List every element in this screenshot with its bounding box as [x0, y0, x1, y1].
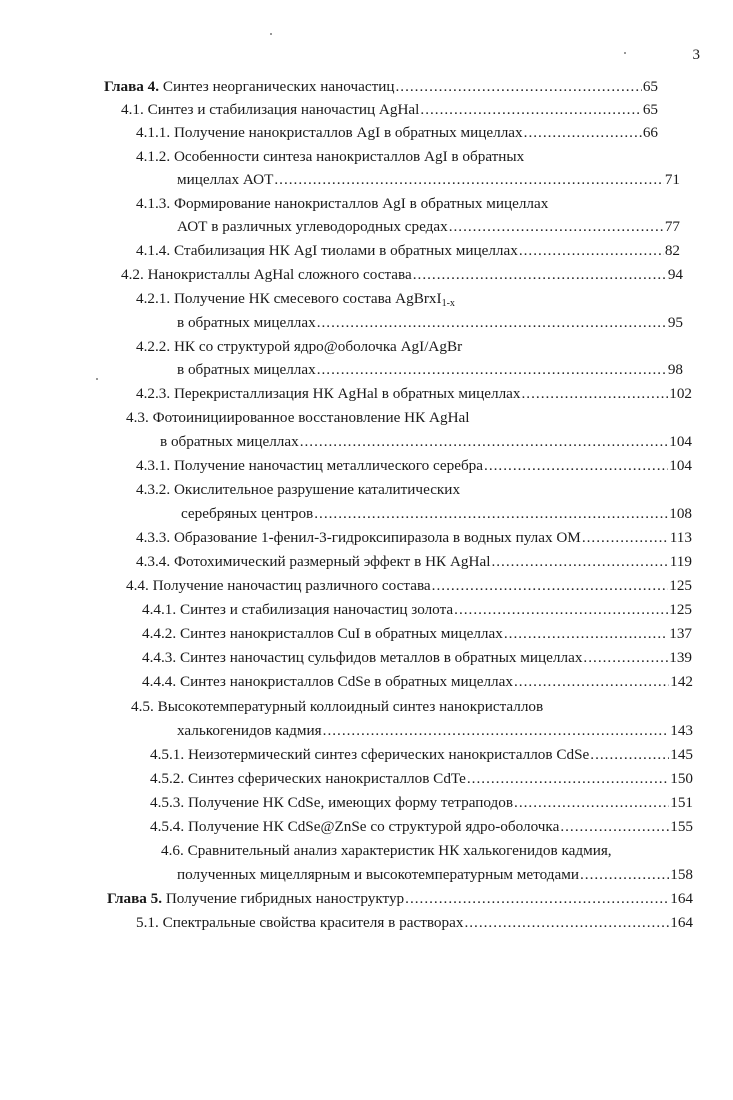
toc-entry-title: халькогенидов кадмия	[177, 722, 322, 739]
toc-entry-title: 4.1.4. Стабилизация НК AgI тиолами в обратных мицеллах	[136, 242, 518, 259]
dot-leader	[420, 99, 641, 121]
dot-leader	[317, 359, 667, 381]
dot-leader	[491, 551, 668, 573]
toc-entry-4-2-1-line1[interactable]	[136, 288, 455, 310]
toc-entry-4-2-3[interactable]	[136, 383, 692, 405]
dot-leader	[519, 240, 664, 262]
dot-leader	[300, 431, 669, 453]
toc-entry-4-5-3[interactable]	[150, 792, 693, 814]
toc-entry-4-3-1[interactable]	[136, 455, 692, 477]
toc-page-number: 77	[664, 218, 680, 235]
toc-entry-4-2-2[interactable]	[177, 359, 683, 381]
dot-leader	[560, 816, 669, 838]
toc-entry-5-1[interactable]	[136, 912, 693, 934]
dot-leader	[317, 312, 667, 334]
toc-page-number: 143	[670, 722, 693, 739]
toc-entry-4-2-1[interactable]	[177, 312, 683, 334]
formula-fragment: xI	[428, 290, 442, 307]
dot-leader	[590, 744, 669, 766]
toc-entry-4-1-2[interactable]	[177, 169, 680, 191]
toc-entry-4-1-2-line1[interactable]: 4.1.2. Особенности синтеза нанокристаллов AgI в обратных	[136, 148, 525, 165]
toc-page-number: 137	[669, 625, 692, 642]
dot-leader	[274, 169, 663, 191]
toc-entry-4-1[interactable]	[121, 99, 658, 121]
dot-leader	[484, 455, 668, 477]
toc-entry-4-3-2-line1[interactable]: 4.3.2. Окислительное разрушение каталитических	[136, 481, 461, 498]
toc-page-number: 164	[670, 914, 693, 931]
chapter-label: Глава 5.	[107, 890, 163, 907]
toc-page-number: 150	[670, 770, 693, 787]
scan-speck	[624, 52, 626, 54]
toc-entry-4-6[interactable]	[177, 864, 693, 886]
toc-entry-4-5-2[interactable]	[150, 768, 693, 790]
dot-leader	[524, 122, 642, 144]
toc-entry-4-5-1[interactable]	[150, 744, 693, 766]
toc-page-number: 108	[669, 505, 692, 522]
formula-subscript: 1-x	[441, 298, 455, 309]
toc-entry-title: мицеллах АОТ	[177, 171, 274, 188]
dot-leader	[464, 912, 669, 934]
toc-page-number: 104	[669, 433, 692, 450]
toc-entry-title: в обратных мицеллах	[177, 361, 316, 378]
dot-leader	[504, 623, 668, 645]
dot-leader	[514, 792, 669, 814]
toc-page-number: 125	[669, 577, 692, 594]
toc-entry-title: 4.4. Получение наночастиц различного состава	[126, 577, 431, 594]
toc-entry-title: 5.1. Спектральные свойства красителя в растворах	[136, 914, 464, 931]
toc-page-number: 158	[670, 866, 693, 883]
toc-entry-title: 4.4.1. Синтез и стабилизация наночастиц золота	[142, 601, 454, 618]
toc-entry-4-5[interactable]	[177, 720, 693, 742]
toc-entry-title: 4.3.3. Образование 1-фенил-3-гидроксипиразола в водных пулах ОМ	[136, 529, 581, 546]
toc-entry-chapter-4[interactable]	[104, 76, 658, 98]
toc-entry-title: 4.1. Синтез и стабилизация наночастиц AgHal	[121, 101, 420, 118]
toc-entry-title: 4.3.1. Получение наночастиц металлического серебра	[136, 457, 484, 474]
toc-entry-title: 4.4.3. Синтез наночастиц сульфидов металлов в обратных мицеллах	[142, 649, 583, 666]
dot-leader	[582, 527, 669, 549]
toc-entry-title: 4.3.4. Фотохимический размерный эффект в НК AgHal	[136, 553, 491, 570]
toc-entry-4-3-2[interactable]	[181, 503, 692, 525]
toc-entry-title: 4.2. Нанокристаллы AgHal сложного состава	[121, 266, 412, 283]
toc-entry-4-1-3-line1[interactable]: 4.1.3. Формирование нанокристаллов AgI в обратных мицеллах	[136, 195, 549, 212]
toc-entry-4-5-4[interactable]	[150, 816, 693, 838]
toc-entry-4-3-line1[interactable]: 4.3. Фотоинициированное восстановление НК AgHal	[126, 409, 470, 426]
dot-leader	[514, 671, 669, 693]
toc-entry-title: 4.5.3. Получение НК CdSe, имеющих форму тетраподов	[150, 794, 514, 811]
formula-fragment: r	[423, 290, 429, 307]
toc-entry-title: 4.2.3. Перекристаллизация НК AgHal в обратных мицеллах	[136, 385, 521, 402]
toc-page-number: 102	[669, 385, 692, 402]
toc-entry-title: 4.5.2. Синтез сферических нанокристаллов CdTe	[150, 770, 466, 787]
toc-entry-4-3-3[interactable]	[136, 527, 692, 549]
toc-entry-title: 4.5.4. Получение НК CdSe@ZnSe со структурой ядро-оболочка	[150, 818, 560, 835]
toc-entry-title: полученных мицеллярным и высокотемпературным методами	[177, 866, 579, 883]
toc-entry-4-4[interactable]	[126, 575, 692, 597]
toc-entry-title: 4.5.1. Неизотермический синтез сферических нанокристаллов CdSe	[150, 746, 590, 763]
toc-entry-4-2[interactable]	[121, 264, 683, 286]
toc-page-number: 151	[670, 794, 693, 811]
toc-entry-4-6-line1[interactable]: 4.6. Сравнительный анализ характеристик НК халькогенидов кадмия,	[161, 842, 612, 859]
toc-page-number: 155	[670, 818, 693, 835]
toc-entry-4-5-line1[interactable]: 4.5. Высокотемпературный коллоидный синтез нанокристаллов	[131, 698, 544, 715]
toc-page-number: 145	[670, 746, 693, 763]
toc-entry-4-2-2-line1[interactable]: 4.2.2. НК со структурой ядро@оболочка AgI/AgBr	[136, 338, 463, 355]
toc-page-number: 142	[670, 673, 693, 690]
toc-page-number: 94	[667, 266, 683, 283]
toc-page-number: 65	[642, 78, 658, 95]
toc-entry-4-1-3[interactable]	[177, 216, 680, 238]
dot-leader	[395, 76, 641, 98]
toc-page-number: 139	[669, 649, 692, 666]
toc-page-number: 125	[669, 601, 692, 618]
toc-entry-title: в обратных мицеллах	[160, 433, 299, 450]
toc-page-number: 119	[669, 553, 692, 570]
dot-leader	[314, 503, 668, 525]
toc-entry-4-4-2[interactable]	[142, 623, 692, 645]
dot-leader	[467, 768, 669, 790]
dot-leader	[583, 647, 668, 669]
toc-entry-title: серебряных центров	[181, 505, 314, 522]
page-number: 3	[692, 47, 700, 63]
toc-page-number: 104	[669, 457, 692, 474]
dot-leader	[323, 720, 670, 742]
toc-entry-4-1-4[interactable]	[136, 240, 680, 262]
dot-leader	[432, 575, 669, 597]
scan-speck	[96, 378, 98, 380]
toc-entry-4-4-4[interactable]	[142, 671, 693, 693]
toc-page-number: 66	[642, 124, 658, 141]
toc-entry-title: 4.2.1. Получение НК смесевого состава AgB	[136, 290, 424, 307]
toc-entry-title: 4.4.4. Синтез нанокристаллов CdSe в обратных мицеллах	[142, 673, 513, 690]
toc-page-number: 65	[642, 101, 658, 118]
toc-page-number: 82	[664, 242, 680, 259]
scan-speck	[270, 33, 272, 35]
toc-page-number: 71	[664, 171, 680, 188]
dot-leader	[405, 888, 669, 910]
toc-entry-title: Получение гибридных наноструктур	[165, 890, 405, 907]
toc-entry-4-3-4[interactable]	[136, 551, 692, 573]
dot-leader	[449, 216, 664, 238]
toc-page-number: 98	[667, 361, 683, 378]
toc-entry-4-3[interactable]	[160, 431, 692, 453]
toc-entry-4-4-1[interactable]	[142, 599, 692, 621]
dot-leader	[522, 383, 669, 405]
dot-leader	[454, 599, 668, 621]
chapter-label: Глава 4.	[104, 78, 160, 95]
dot-leader	[580, 864, 669, 886]
toc-entry-chapter-5[interactable]	[107, 888, 693, 910]
toc-entry-4-4-3[interactable]	[142, 647, 692, 669]
toc-entry-title: Синтез неорганических наночастиц	[162, 78, 395, 95]
toc-entry-title: 4.1.1. Получение нанокристаллов AgI в обратных мицеллах	[136, 124, 523, 141]
toc-page-number: 113	[669, 529, 692, 546]
toc-entry-title: 4.4.2. Синтез нанокристаллов CuI в обратных мицеллах	[142, 625, 503, 642]
toc-page-number: 164	[670, 890, 693, 907]
toc-entry-title: в обратных мицеллах	[177, 314, 316, 331]
toc-page-number: 95	[667, 314, 683, 331]
dot-leader	[413, 264, 667, 286]
toc-entry-4-1-1[interactable]	[136, 122, 658, 144]
toc-entry-title: АОТ в различных углеводородных средах	[177, 218, 448, 235]
